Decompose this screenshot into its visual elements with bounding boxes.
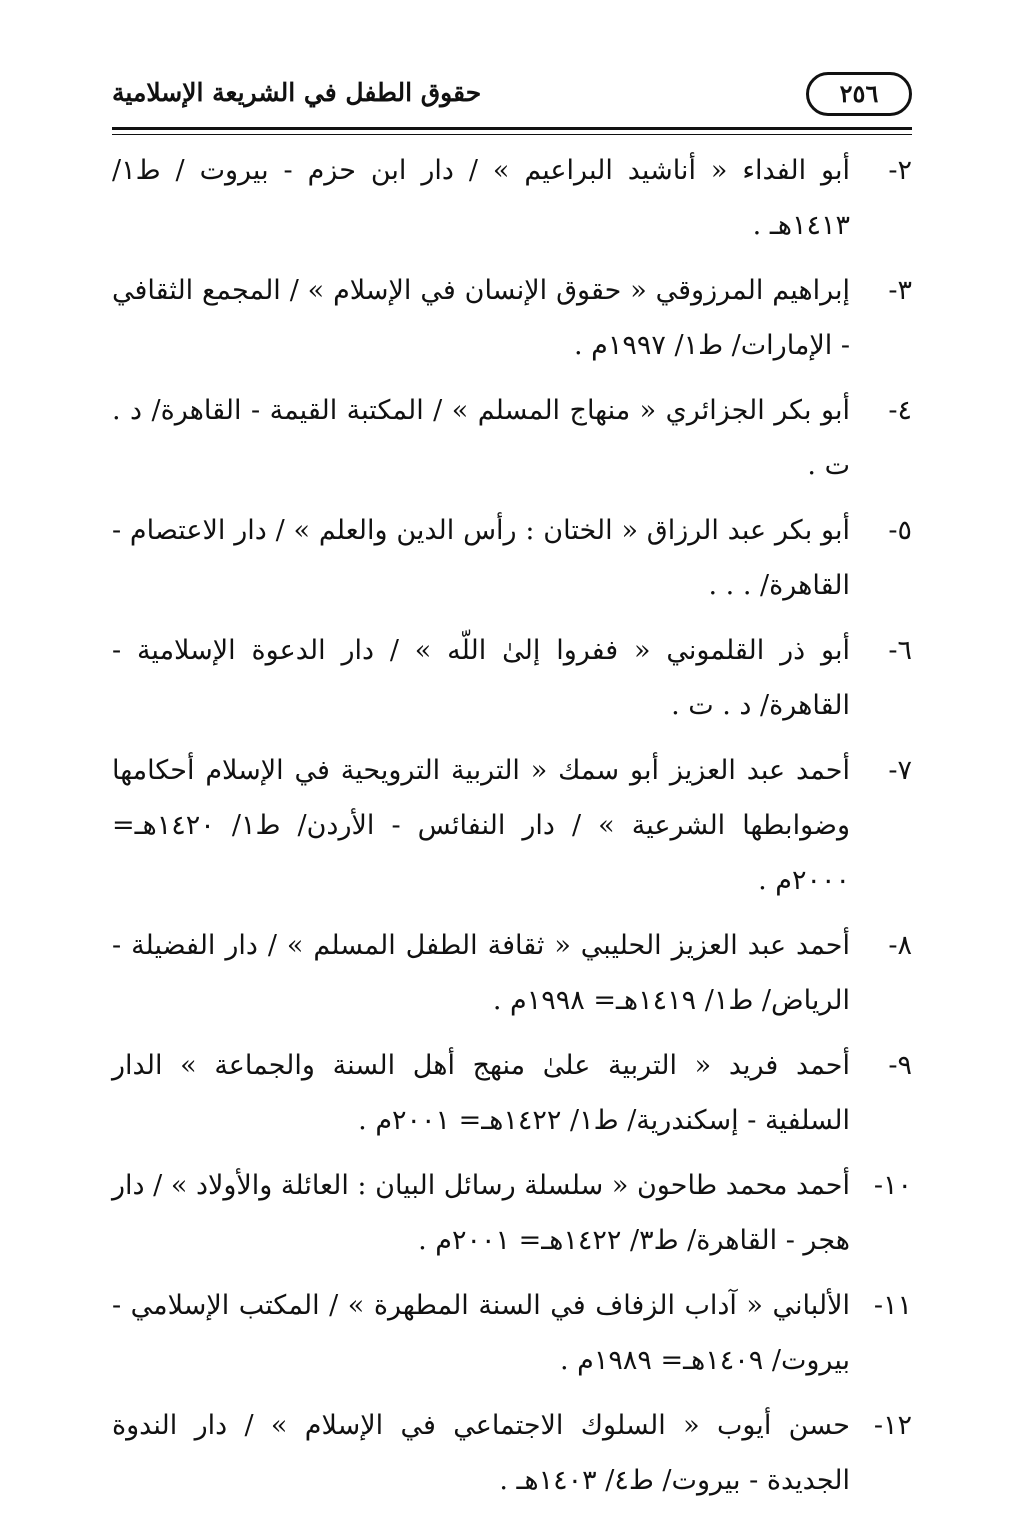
- reference-number: ٦-: [888, 635, 912, 666]
- reference-text: أبو ذر القلموني « ففروا إلىٰ اللّه » / دار الدعوة الإسلامية - القاهرة/ د . ت .: [112, 635, 850, 721]
- reference-text: أحمد عبد العزيز أبو سمك « التربية الترويحية في الإسلام أحكامها وضوابطها الشرعية » / دار النفائس - الأردن/ ط١/ ١٤٢٠هـ= ٢٠٠٠م .: [112, 755, 850, 896]
- reference-number: ١٠-: [873, 1170, 912, 1201]
- reference-item-9: [112, 1038, 912, 1148]
- reference-number: ٨-: [888, 930, 912, 961]
- reference-item-4: [112, 383, 912, 493]
- reference-text: أبو الفداء « أناشيد البراعيم » / دار ابن حزم - بيروت / ط١/ ١٤١٣هـ .: [112, 155, 850, 241]
- reference-item-3: [112, 263, 912, 373]
- reference-text: أبو بكر الجزائري « منهاج المسلم » / المكتبة القيمة - القاهرة/ د . ت .: [112, 395, 850, 481]
- reference-item-12: [112, 1398, 912, 1508]
- reference-item-5: [112, 503, 912, 613]
- reference-list: [112, 143, 912, 1518]
- reference-text: حسن أيوب « السلوك الاجتماعي في الإسلام » / دار الندوة الجديدة - بيروت/ ط٤/ ١٤٠٣هـ .: [112, 1410, 850, 1496]
- reference-item-11: [112, 1278, 912, 1388]
- reference-number: ٤-: [888, 395, 912, 426]
- running-title: حقوق الطفل في الشريعة الإسلامية: [112, 78, 482, 107]
- reference-text: الألباني « آداب الزفاف في السنة المطهرة » / المكتب الإسلامي - بيروت/ ١٤٠٩هـ= ١٩٨٩م .: [112, 1290, 850, 1376]
- reference-number: ٢-: [888, 155, 912, 186]
- reference-number: ١٢-: [873, 1410, 912, 1441]
- reference-item-6: [112, 623, 912, 733]
- reference-number: ٧-: [888, 755, 912, 786]
- reference-item-8: [112, 918, 912, 1028]
- header-rule-thin: [112, 134, 912, 135]
- reference-item-10: [112, 1158, 912, 1268]
- page-header: [112, 72, 912, 122]
- reference-number: ١١-: [873, 1290, 912, 1321]
- page-number: ٢٥٦: [806, 72, 912, 116]
- reference-item-7: [112, 743, 912, 908]
- reference-text: أحمد محمد طاحون « سلسلة رسائل البيان : العائلة والأولاد » / دار هجر - القاهرة/ ط٣/ ١٤٢٢هـ= ٢٠٠١م .: [112, 1170, 850, 1256]
- reference-text: إبراهيم المرزوقي « حقوق الإنسان في الإسلام » / المجمع الثقافي - الإمارات/ ط١/ ١٩٩٧م .: [112, 275, 850, 361]
- reference-number: ٩-: [888, 1050, 912, 1081]
- reference-text: أبو بكر عبد الرزاق « الختان : رأس الدين والعلم » / دار الاعتصام - القاهرة/ . . .: [112, 515, 850, 601]
- header-rule-thick: [112, 127, 912, 130]
- reference-text: أحمد عبد العزيز الحليبي « ثقافة الطفل المسلم » / دار الفضيلة - الرياض/ ط١/ ١٤١٩هـ= ١٩٩٨م .: [112, 930, 850, 1016]
- reference-text: أحمد فريد « التربية علىٰ منهج أهل السنة والجماعة » الدار السلفية - إسكندرية/ ط١/ ١٤٢٢هـ= ٢٠٠١م .: [112, 1050, 850, 1136]
- reference-number: ٥-: [888, 515, 912, 546]
- reference-number: ٣-: [888, 275, 912, 306]
- reference-item-2: [112, 143, 912, 253]
